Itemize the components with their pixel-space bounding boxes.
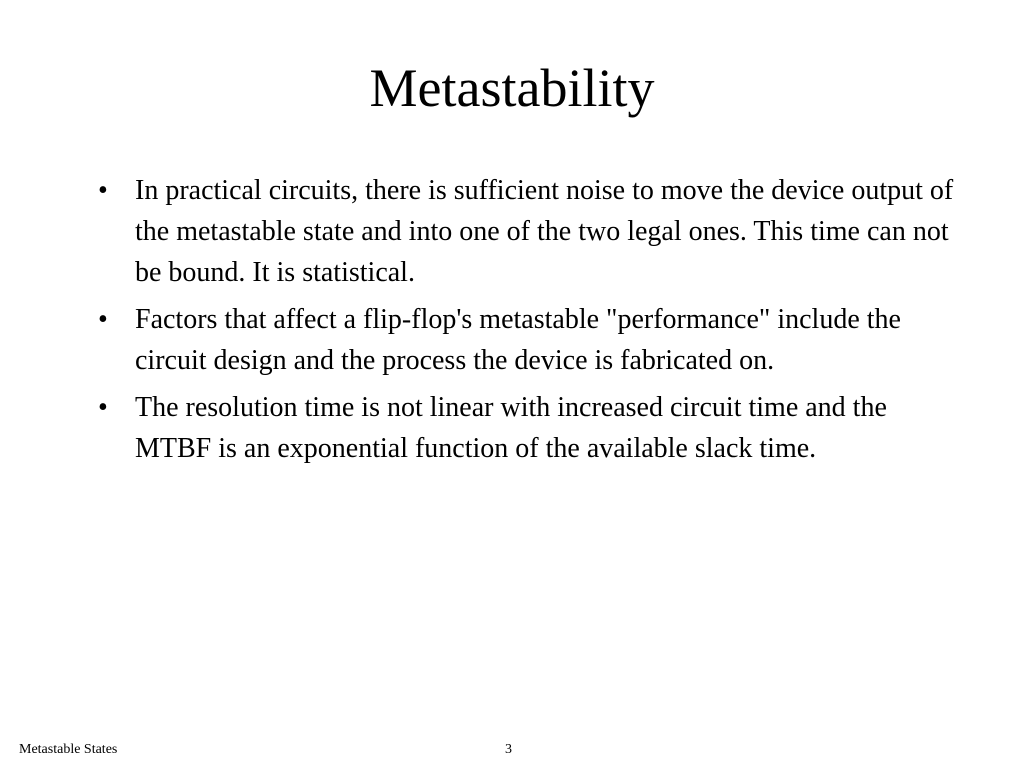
bullet-text: Factors that affect a flip-flop's metastable "performance" include the circuit design and the process the device is fabricated on. [135,304,901,376]
bullet-list [98,170,958,475]
footer-label: Metastable States [19,742,118,757]
bullet-icon: • [98,304,108,335]
bullet-item [98,387,958,469]
bullet-icon: • [98,175,108,206]
bullet-item [98,170,958,293]
page-number: 3 [505,742,512,757]
bullet-item [98,299,958,381]
slide-title: Metastability [369,58,655,118]
bullet-text: The resolution time is not linear with increased circuit time and the MTBF is an exponential function of the available slack time. [135,392,887,464]
bullet-text: In practical circuits, there is sufficient noise to move the device output of the metastable state and into one of the two legal ones. This time can not be bound. It is statistical. [135,175,954,288]
bullet-icon: • [98,392,108,423]
